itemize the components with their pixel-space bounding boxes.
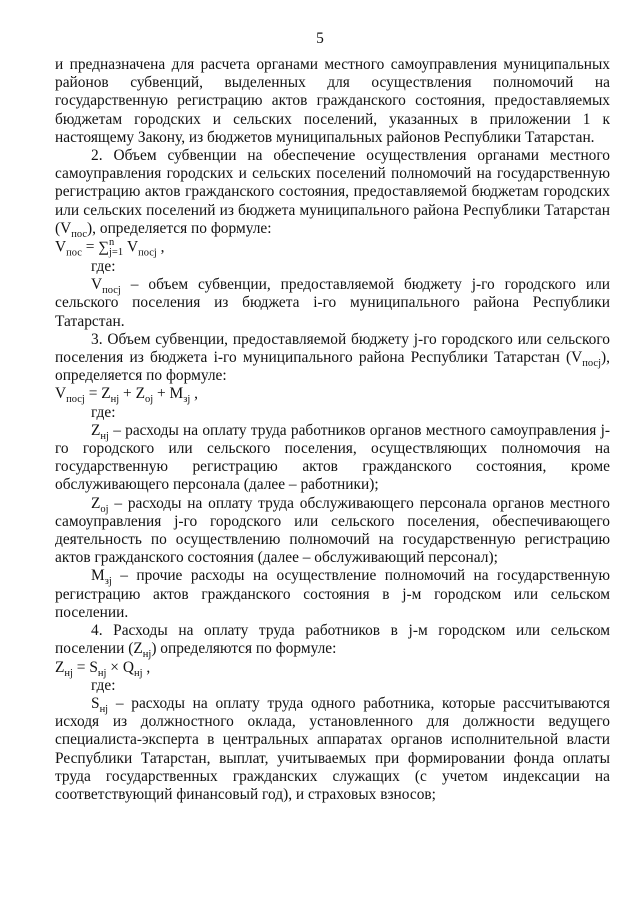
formula-2-plus-2: + (153, 385, 170, 403)
paragraph-4-text-a: 4. Расходы на оплату труда работников в j-м городском или сельском поселении (Z (55, 622, 610, 658)
formula-2-lhs-subscript: посj (66, 394, 85, 406)
formula-2-term-3: M (169, 385, 184, 403)
formula-3-times: × (106, 658, 123, 676)
formula-2-tail: , (190, 385, 199, 403)
where-label-2: где: (91, 403, 116, 421)
paragraph-3-text-b: ), определяется по формуле: (55, 349, 610, 385)
definition-v-posj (55, 276, 610, 331)
paragraph-2 (55, 147, 610, 238)
formula-1-term: V (123, 238, 139, 256)
definition-z-oj-text: – расходы на оплату труда обслуживающего персонала органов местного самоуправления j-го городского или сельского поселения, обеспечивающего деятельность по осуществлению полномочий на государственную регистрацию актов гражданского состояния (далее – обслуживающий персонал); (55, 494, 610, 567)
formula-2 (55, 385, 610, 406)
formula-1-equals: = (81, 238, 99, 256)
paragraph-3-subscript: посj (582, 358, 602, 370)
definition-z-oj-subscript: оj (100, 503, 109, 515)
formula-3-lhs: Z (55, 658, 65, 676)
formula-2-term-3-subscript: зj (183, 394, 191, 406)
definition-m-zj (55, 567, 610, 622)
formula-1-sum-bottom: j=1 (109, 247, 124, 259)
formula-1-tail: , (156, 238, 165, 256)
definition-z-nj-subscript: нj (100, 430, 109, 442)
paragraph-3-text-a: 3. Объем субвенции, предоставляемой бюджету j-го городского или сельского поселения из бюджета i-го муниципального района Республики Татарстан (V (55, 330, 610, 367)
paragraph-2-subscript: пос (71, 228, 88, 240)
definition-z-nj-symbol: Z (91, 421, 101, 439)
definition-s-nj-symbol: S (91, 694, 100, 712)
formula-3-term-2-subscript: нj (133, 667, 143, 679)
formula-2-term-1-subscript: нj (110, 394, 120, 406)
definition-m-zj-subscript: зj (104, 576, 112, 588)
definition-v-posj-text: – объем субвенции, предоставляемой бюджету j-го городского или сельского поселения из бюджета i-го муниципального района Республики Татарстан. (55, 276, 610, 330)
formula-3-lhs-subscript: нj (64, 667, 73, 679)
formula-1-sum-top: n (109, 237, 115, 249)
formula-2-equals: = (84, 385, 102, 403)
page-number: 5 (316, 30, 324, 47)
formula-1-lhs: V (55, 238, 67, 256)
formula-3 (55, 659, 610, 677)
definition-z-nj (55, 422, 610, 495)
paragraph-2-text-a: 2. Объем субвенции на обеспечение осуществления органами местного самоуправления городских и сельских поселений полномочий на государственную регистрацию актов гражданского состояния, предоставляемой бюджетам городских или сельских поселений из бюджета муниципального района Республики Татарстан (V (55, 147, 610, 237)
formula-3-term-1-subscript: нj (97, 667, 107, 679)
definition-z-oj (55, 495, 610, 568)
formula-3-term-1: S (89, 658, 98, 676)
formula-2-term-2: Z (135, 385, 145, 403)
formula-2-term-2-subscript: оj (144, 394, 154, 406)
definition-s-nj-text: – расходы на оплату труда одного работника, которые рассчитываются исходя из должностного оклада, установленного для должности ведущего специалиста-эксперта в центральных аппаратах органов исполнительной власти Республики Татарстан, выплат, учитываемых при формировании фонда оплаты труда государственных гражданских служащих (с учетом индексации на соответствующий финансовый год), и страховых взносов; (55, 694, 610, 803)
formula-3-tail: , (142, 658, 151, 676)
formula-2-term-1: Z (101, 385, 111, 403)
formula-1-sigma: ∑ (98, 239, 110, 256)
definition-m-zj-text: – прочие расходы на осуществление полномочий на государственную регистрацию актов гражданского состояния в j-м городском или сельском поселении. (55, 567, 610, 621)
definition-m-zj-symbol: M (91, 567, 105, 585)
formula-3-equals: = (72, 658, 90, 676)
definition-z-nj-text: – расходы на оплату труда работников органов местного самоуправления j-го городского или сельского поселения, осуществляющих полномочия на государственную регистрацию актов гражданского состояния, кроме обслуживающего персонала (далее – работники); (55, 421, 610, 494)
where-label-1: где: (91, 258, 116, 276)
paragraph-2-text-b: ), определяется по формуле: (87, 219, 272, 237)
formula-2-lhs: V (55, 385, 67, 403)
paragraph-4-text-b: ) определяются по формуле: (151, 640, 337, 658)
formula-1-lhs-subscript: пос (66, 247, 82, 259)
formula-3-term-2: Q (122, 658, 134, 676)
formula-1-sum-limits (109, 238, 123, 258)
definition-s-nj-subscript: нj (99, 703, 109, 715)
formula-1 (55, 238, 610, 258)
paragraph-3 (55, 331, 610, 386)
paragraph-continuation: и предназначена для расчета органами местного самоуправления муниципальных районов субвенций, выделенных для осуществления полномочий на государственную регистрацию актов гражданского состояния, предоставляемых бюджетам городских и сельских поселений, указанных в приложении 1 к настоящему Закону, из бюджетов муниципальных районов Республики Татарстан. (55, 56, 610, 146)
formula-2-plus-1: + (119, 385, 136, 403)
definition-v-posj-symbol: V (91, 276, 103, 294)
where-label-3: где: (91, 676, 116, 694)
document-body (55, 56, 610, 804)
definition-v-posj-subscript: посj (102, 285, 121, 297)
definition-z-oj-symbol: Z (91, 494, 101, 512)
paragraph-4-subscript: нj (142, 649, 152, 661)
formula-1-term-subscript: посj (138, 247, 157, 259)
paragraph-4 (55, 622, 610, 661)
definition-s-nj (55, 695, 610, 804)
